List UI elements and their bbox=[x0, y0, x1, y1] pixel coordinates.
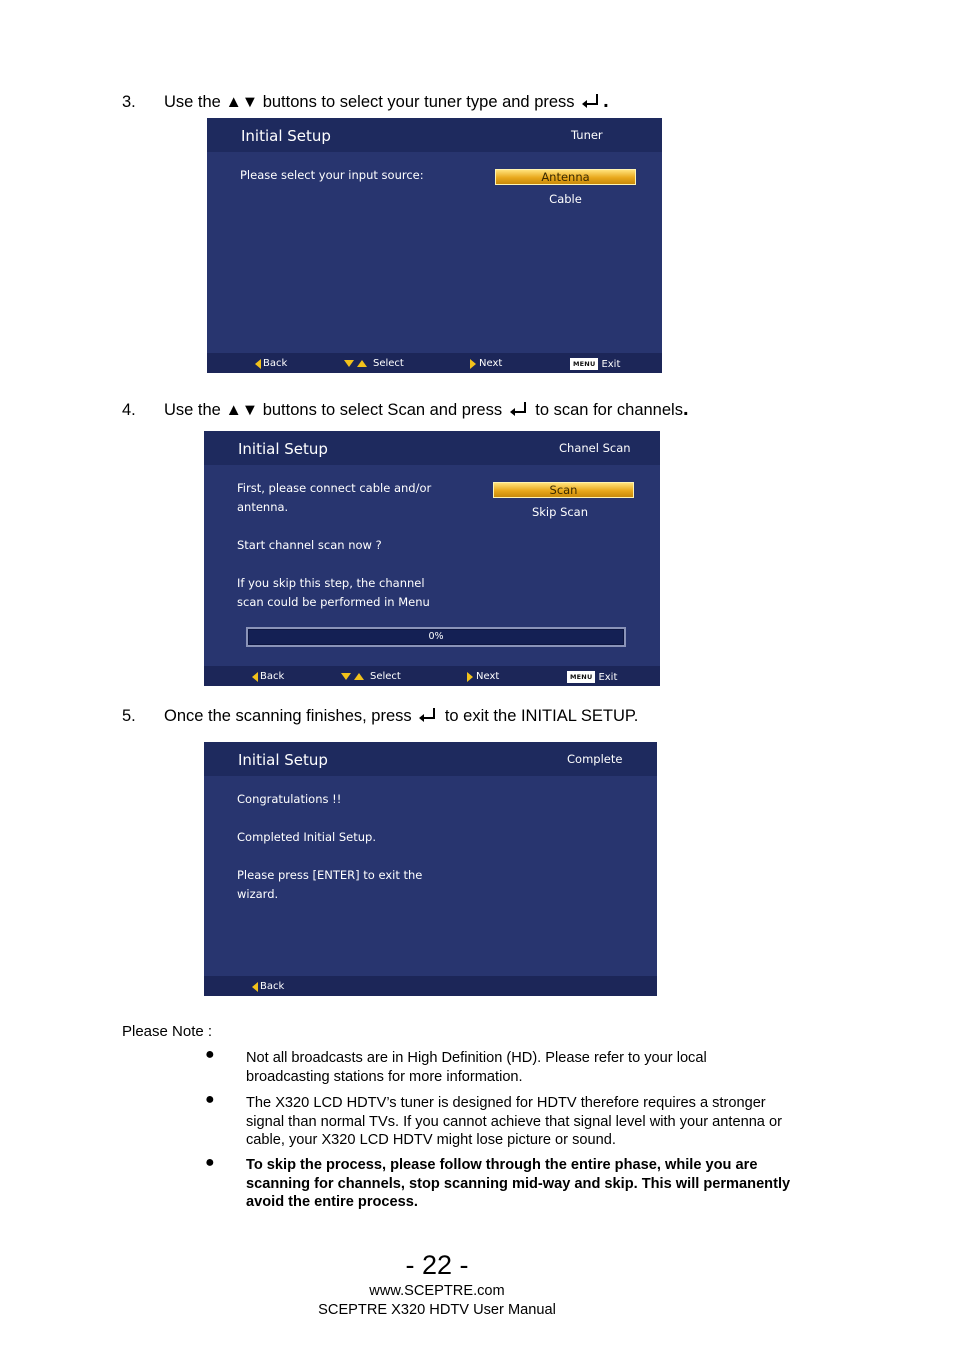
screen-footer bbox=[204, 666, 660, 686]
footer-exit: MENU Exit bbox=[570, 358, 620, 370]
screen-title: Initial Setup bbox=[241, 127, 331, 145]
menu-key-icon: MENU bbox=[567, 671, 595, 683]
page-number: - 22 - bbox=[405, 1250, 469, 1280]
footer-exit: MENU Exit bbox=[567, 671, 617, 683]
screen-section: Complete bbox=[567, 752, 623, 766]
right-arrow-icon bbox=[467, 672, 473, 682]
screen-header bbox=[204, 431, 660, 465]
down-arrow-icon bbox=[344, 360, 354, 367]
screen-title: Initial Setup bbox=[238, 440, 328, 458]
bullet-dot: ● bbox=[205, 1046, 215, 1063]
left-arrow-icon bbox=[252, 982, 258, 992]
channel-scan-screen bbox=[204, 431, 660, 686]
step-3 bbox=[122, 90, 609, 112]
screen-section: Chanel Scan bbox=[559, 441, 631, 455]
complete-screen bbox=[204, 742, 657, 996]
exit-instruction-line: Please press [ENTER] to exit the bbox=[237, 868, 423, 882]
step-4 bbox=[122, 398, 689, 420]
up-arrow-icon bbox=[354, 673, 364, 680]
period-glyph: . bbox=[682, 398, 689, 420]
step-5 bbox=[122, 707, 638, 726]
option-cable[interactable]: Cable bbox=[549, 192, 582, 206]
left-arrow-icon bbox=[252, 672, 258, 682]
footer-back: Back bbox=[252, 981, 284, 992]
footer-select: Select bbox=[341, 671, 401, 682]
manual-title: SCEPTRE X320 HDTV User Manual bbox=[318, 1302, 556, 1318]
step-text: Use the ▲▼ buttons to select your tuner type and press bbox=[164, 93, 575, 111]
step-text-continued: to exit the INITIAL SETUP. bbox=[444, 707, 639, 725]
note-bullet-3: To skip the process, please follow through the entire phase, while you are scanning for channels, stop scanning mid-way and skip. This will permanently avoid the entire process. bbox=[246, 1157, 791, 1211]
footer-select: Select bbox=[344, 358, 404, 369]
screen-header bbox=[204, 742, 657, 776]
note-bullet-2: The X320 LCD HDTV’s tuner is designed for HDTV therefore requires a stronger signal than normal TVs. If you cannot achieve that signal level with your antenna or cable, your X320 LCD HDTV might lose picture or sound. bbox=[246, 1095, 782, 1149]
step-number: 3. bbox=[122, 93, 136, 111]
scan-instruction-line: First, please connect cable and/or bbox=[237, 481, 432, 495]
step-text: Once the scanning finishes, press bbox=[164, 707, 412, 725]
footer-next: Next bbox=[470, 358, 502, 369]
option-scan[interactable]: Scan bbox=[493, 482, 634, 498]
scan-question: Start channel scan now ? bbox=[237, 538, 382, 552]
skip-note-line: scan could be performed in Menu bbox=[237, 595, 430, 609]
screen-title: Initial Setup bbox=[238, 751, 328, 769]
step-number: 5. bbox=[122, 707, 136, 725]
enter-key-icon bbox=[418, 707, 438, 723]
option-skip-scan[interactable]: Skip Scan bbox=[531, 505, 589, 519]
step-text: Use the ▲▼ buttons to select Scan and press bbox=[164, 401, 503, 419]
step-number: 4. bbox=[122, 401, 136, 419]
note-bullet-1: Not all broadcasts are in High Definition (HD). Please refer to your local broadcasting stations for more information. bbox=[246, 1050, 707, 1085]
congratulations-text: Congratulations !! bbox=[237, 792, 342, 806]
period-glyph: . bbox=[603, 90, 609, 112]
scan-instruction-line: antenna. bbox=[237, 500, 289, 514]
enter-key-icon bbox=[581, 93, 601, 109]
up-arrow-icon bbox=[357, 360, 367, 367]
down-arrow-icon bbox=[341, 673, 351, 680]
option-antenna[interactable]: Antenna bbox=[495, 169, 636, 185]
footer-next: Next bbox=[467, 671, 499, 682]
menu-key-icon: MENU bbox=[570, 358, 598, 370]
bullet-dot: ● bbox=[205, 1091, 215, 1108]
left-arrow-icon bbox=[255, 359, 261, 369]
note-title: Please Note : bbox=[122, 1023, 213, 1040]
tuner-screen bbox=[207, 118, 662, 373]
screen-section: Tuner bbox=[571, 128, 603, 142]
footer-back: Back bbox=[255, 358, 287, 369]
scan-progress-text: 0% bbox=[428, 631, 444, 642]
screen-footer bbox=[207, 353, 662, 373]
exit-instruction-line: wizard. bbox=[237, 887, 279, 901]
right-arrow-icon bbox=[470, 359, 476, 369]
bullet-dot: ● bbox=[205, 1154, 215, 1171]
input-source-prompt: Please select your input source: bbox=[240, 168, 424, 182]
screen-header bbox=[207, 118, 662, 152]
footer-back: Back bbox=[252, 671, 284, 682]
completed-text: Completed Initial Setup. bbox=[237, 830, 376, 844]
step-text-continued: to scan for channels bbox=[535, 401, 683, 419]
website-link[interactable]: www.SCEPTRE.com bbox=[369, 1283, 505, 1299]
scan-progress-bar bbox=[246, 627, 626, 647]
skip-note-line: If you skip this step, the channel bbox=[237, 576, 425, 590]
enter-key-icon bbox=[509, 401, 529, 417]
screen-footer bbox=[204, 976, 657, 996]
